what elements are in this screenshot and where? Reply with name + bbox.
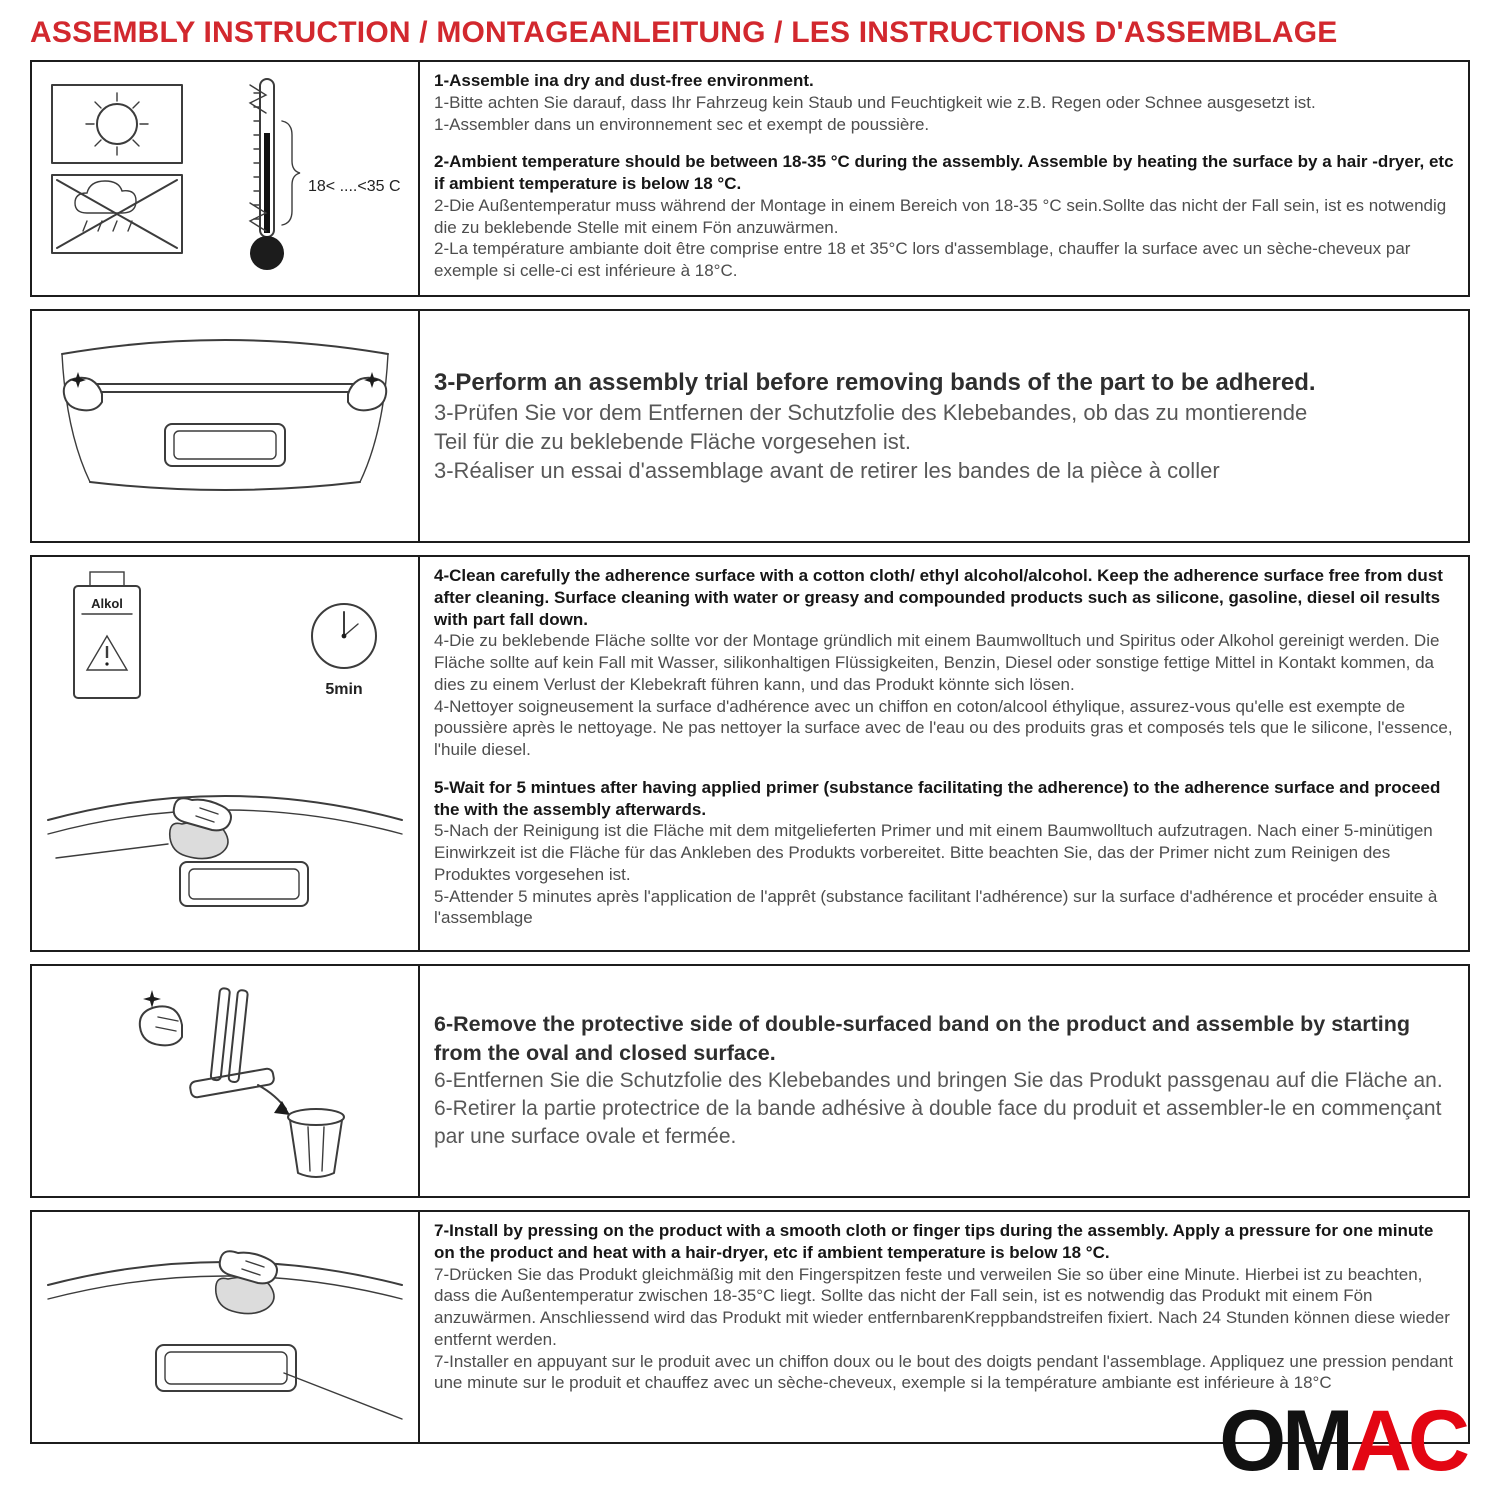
- left-hand-icon: [64, 372, 102, 410]
- instruction-3-de: 3-Prüfen Sie vor dem Entfernen der Schutzfolie des Klebebandes, ob das zu montierende Teil für die zu beklebende Fläche vorgesehen ist.: [434, 400, 1308, 455]
- instruction-3-fr: 3-Réaliser un essai d'assemblage avant de retirer les bandes de la pièce à coller: [434, 458, 1220, 484]
- step3-illustration: [30, 309, 420, 543]
- right-hand-icon: [348, 372, 386, 410]
- instruction-4-de: 4-Die zu beklebende Fläche sollte vor der Montage gründlich mit einem Baumwolltuch und Spiritus oder Alkohol gereinigt werden. Die Fläche sollte auf kein Fall mit Wasser, silikonhaltigen Flüssigkeiten, Benzin, Diesel oder sonstige fettige Mittel in Kontakt kommen, da dies zu einem Verlust der Klebekraft führen kann, und das Produkt könnte sich lösen.: [434, 631, 1440, 694]
- instruction-5-fr: 5-Attender 5 minutes après l'application de l'apprêt (substance facilitant l'adhérence) sur la surface d'adhérence et procéder ensuite à l'assemblage: [434, 886, 1438, 928]
- trial-fitting-icon: [32, 312, 418, 540]
- environment-temperature-icon: [32, 63, 418, 294]
- instruction-block-5: [434, 777, 1454, 929]
- instruction-block-2: [434, 151, 1454, 282]
- omac-logo-red: AC: [1349, 1393, 1466, 1489]
- step4-illustration: [30, 555, 420, 952]
- step1-illustration: [30, 60, 420, 297]
- instruction-1-de: 1-Bitte achten Sie darauf, dass Ihr Fahrzeug kein Staub und Feuchtigkeit wie z.B. Regen oder Schnee ausgesetzt ist.: [434, 92, 1316, 112]
- thermometer-range-label: 18< ....<35 C: [308, 178, 401, 195]
- instruction-6-en: 6-Remove the protective side of double-surfaced band on the product and assemble by starting from the oval and closed surface.: [434, 1012, 1411, 1065]
- clock-icon: [312, 604, 376, 698]
- trash-can-icon: [288, 1109, 344, 1177]
- instruction-row-4: [30, 964, 1470, 1198]
- instruction-block-7: [434, 1220, 1454, 1394]
- instruction-6-de: 6-Entfernen Sie die Schutzfolie des Klebebandes und bringen Sie das Produkt passgenau auf die Fläche an.: [434, 1069, 1443, 1093]
- instruction-row-3: [30, 555, 1470, 952]
- instruction-block-4: [434, 565, 1454, 761]
- instruction-7-en: 7-Install by pressing on the product with a smooth cloth or finger tips during the assembly. Apply a pressure for one minute on the product and heat with a hair-dryer, etc if ambient temperature is below 18 °C.: [434, 1221, 1434, 1262]
- page-title: ASSEMBLY INSTRUCTION / MONTAGEANLEITUNG / LES INSTRUCTIONS D'ASSEMBLAGE: [30, 16, 1338, 49]
- peel-band-icon: [32, 967, 418, 1195]
- pressing-hand-icon: [216, 1251, 277, 1313]
- instruction-1-en: 1-Assemble ina dry and dust-free environment.: [434, 71, 814, 90]
- cleaning-primer-icon: [32, 558, 418, 949]
- instruction-5-en: 5-Wait for 5 mintues after having applied primer (substance facilitating the adherence) to the adherence surface and proceed the with the assembly afterwards.: [434, 777, 1441, 819]
- step6-illustration: [30, 964, 420, 1198]
- instruction-block-3: [434, 367, 1454, 485]
- omac-logo: [1219, 1393, 1466, 1489]
- step7-illustration: [30, 1210, 420, 1444]
- instruction-2-en: 2-Ambient temperature should be between 18-35 °C during the assembly. Assemble by heating the surface by a hair -dryer, etc if ambient temperature is below 18 °C.: [434, 152, 1454, 193]
- alcohol-label: Alkol: [91, 596, 123, 611]
- step3-text: [418, 309, 1470, 543]
- instruction-4-en: 4-Clean carefully the adherence surface with a cotton cloth/ ethyl alcohol/alcohol. Keep the adherence surface free from dust after cleaning. Surface cleaning with water or greasy and compounded products such as silicone, gasoline, diesel oil results with part fall down.: [434, 566, 1443, 629]
- instruction-4-fr: 4-Nettoyer soigneusement la surface d'adhérence avec un chiffon en coton/alcool éthylique, assurez-vous qu'elle est exempte de poussière après le nettoyage. Ne pas nettoyer la surface avec de l'eau ou des produits gras et composés tels que le silicone, l'essence, l'huile diesel.: [434, 696, 1453, 759]
- alcohol-bottle-icon: [74, 572, 140, 698]
- wait-time-label: 5min: [325, 681, 363, 698]
- instruction-row-2: [30, 309, 1470, 543]
- instruction-3-en: 3-Perform an assembly trial before removing bands of the part to be adhered.: [434, 368, 1316, 396]
- step4-text: [418, 555, 1470, 952]
- omac-logo-black: OM: [1219, 1393, 1350, 1489]
- press-install-icon: [32, 1213, 418, 1441]
- step6-text: [418, 964, 1470, 1198]
- peeling-hand-icon: [140, 990, 182, 1045]
- instruction-2-de: 2-Die Außentemperatur muss während der Montage in einem Bereich von 18-35 °C sein.Sollte das nicht der Fall sein, ist es notwendig die zu beklebende Stelle mit einem Fön anzuwärmen.: [434, 195, 1447, 237]
- wiping-hand-icon: [170, 798, 231, 858]
- instruction-block-6: [434, 1010, 1454, 1151]
- protective-strips-icon: [211, 988, 248, 1082]
- instruction-1-fr: 1-Assembler dans un environnement sec et exempt de poussière.: [434, 114, 930, 134]
- instruction-7-de: 7-Drücken Sie das Produkt gleichmäßig mit den Fingerspitzen feste und verweilen Sie so über eine Minute. Hierbei ist zu beachten, dass die Außentemperatur zwischen 18-35°C liegt. Sollte das nicht der Fall sein, ist es notwendig das Produkt mit einem Fön anzuwärmen. Anschliessend wird das Produkt mit wieder entfernbarenKreppbandstreifen fixiert. Nach 24 Stunden können diese wieder entfernt werden.: [434, 1264, 1450, 1349]
- step1-text: [418, 60, 1470, 297]
- instruction-row-1: [30, 60, 1470, 297]
- instruction-5-de: 5-Nach der Reinigung ist die Fläche mit dem mitgelieferten Primer und mit einem Baumwolltuch aufzutragen. Nach einer 5-minütigen Einwirkzeit ist die Fläche für das Ankleben des Produkts vorbereitet. Bitte beachten Sie, das der Primer nicht zum Reinigen des Produktes vorgesehen ist.: [434, 821, 1433, 884]
- instruction-2-fr: 2-La température ambiante doit être comprise entre 18 et 35°C lors d'assemblage, chauffer la surface avec un sèche-cheveux par exemple si celle-ci est inférieure à 18°C.: [434, 239, 1411, 280]
- instruction-6-fr: 6-Retirer la partie protectrice de la bande adhésive à double face du produit et assembler-le en commençant par une surface ovale et fermée.: [434, 1097, 1442, 1149]
- instruction-7-fr: 7-Installer en appuyant sur le produit avec un chiffon doux ou le bout des doigts pendant l'assemblage. Appliquez une pression pendant une minute sur le produit et chauffez avec un sèche-cheveux, exemple si la température ambiante est inférieure à 18°C: [434, 1351, 1453, 1393]
- instruction-block-1: [434, 70, 1454, 135]
